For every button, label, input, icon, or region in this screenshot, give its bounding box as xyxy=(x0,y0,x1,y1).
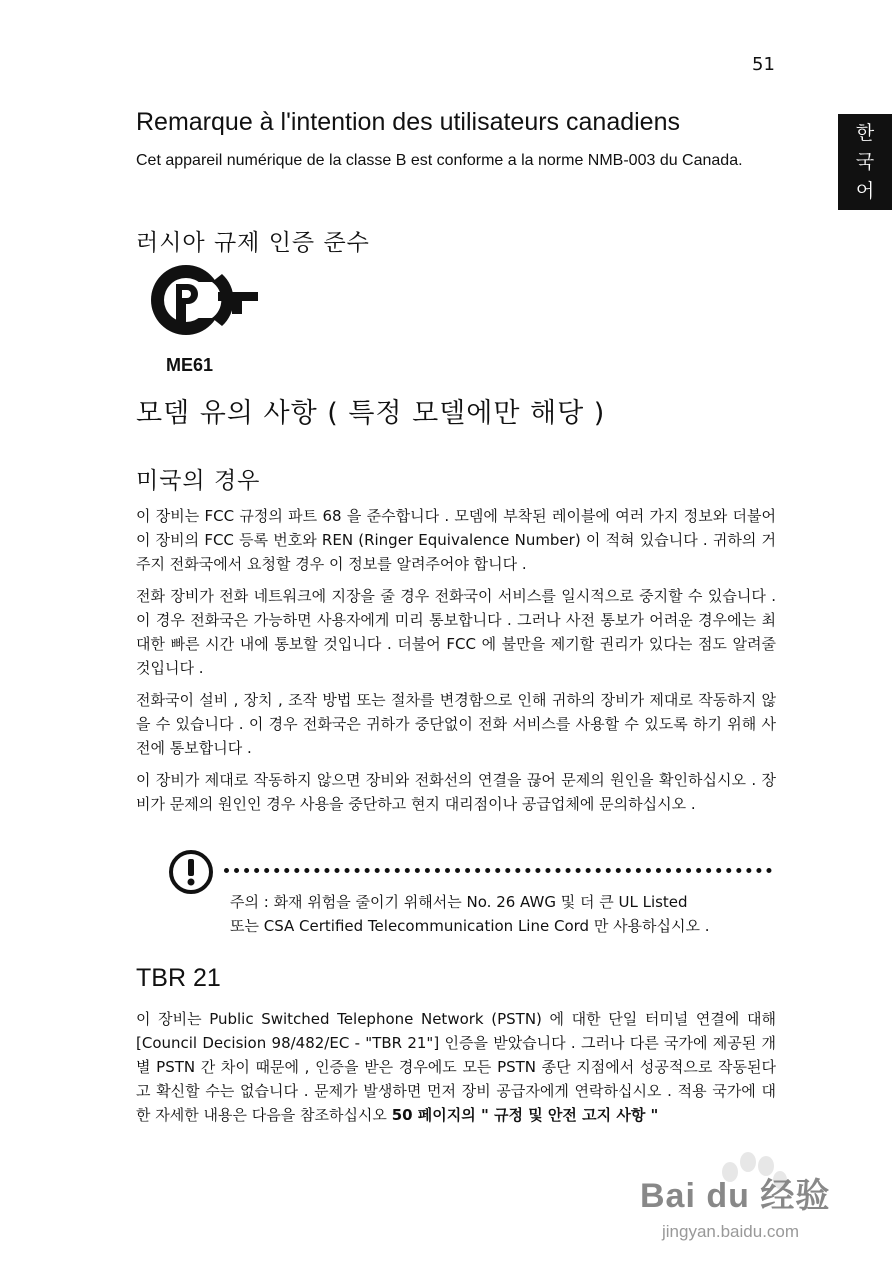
modem-heading: 모뎀 유의 사항 ( 특정 모델에만 해당 ) xyxy=(136,398,606,429)
us-heading: 미국의 경우 xyxy=(136,468,261,494)
page-number: 51 xyxy=(752,54,775,75)
logo-caption: ME61 xyxy=(166,355,214,375)
tbr-paragraph xyxy=(136,1007,776,1127)
caution-divider xyxy=(224,868,772,873)
caution-icon xyxy=(168,849,214,895)
canada-paragraph: Cet appareil numérique de la classe B est conforme a la norme NMB-003 du Canada. xyxy=(136,152,743,169)
us-paragraph: 전화 장비가 전화 네트워크에 지장을 줄 경우 전화국이 서비스를 일시적으로 중지할 수 있습니다 . 이 경우 전화국은 가능하면 사용자에게 미리 통보합니다 . 그러나 사전 통보가 어려운 경우에는 최대한 빠른 시간 내에 통보할 것입니다 . 더불어 FCC 에 불만을 제기할 권리가 있다는 점도 알려줄 것입니다 . xyxy=(136,587,776,677)
caution-line: 또는 CSA Certified Telecommunication Line Cord 만 사용하십시오 . xyxy=(230,917,710,935)
canada-heading: Remarque à l'intention des utilisateurs canadiens xyxy=(136,108,680,136)
watermark-url: jingyan.baidu.com xyxy=(662,1222,800,1241)
caution-line: 주의 : 화재 위험을 줄이기 위해서는 No. 26 AWG 및 더 큰 UL Listed xyxy=(230,893,688,911)
us-paragraph: 이 장비가 제대로 작동하지 않으면 장비와 전화선의 연결을 끊어 문제의 원인을 확인하십시오 . 장비가 문제의 원인인 경우 사용을 중단하고 현지 대리점이나 공급업체에 문의하십시오 . xyxy=(136,771,776,813)
language-tab xyxy=(838,114,892,210)
pct-certification-logo xyxy=(148,262,260,338)
language-tab-char: 한 xyxy=(855,121,875,144)
watermark-brand: Bai du 经验 xyxy=(640,1177,831,1215)
russia-heading: 러시아 규제 인증 준수 xyxy=(136,230,370,256)
tbr-reference: 50 페이지의 " 규정 및 안전 고지 사항 " xyxy=(391,1106,659,1124)
tbr-heading: TBR 21 xyxy=(136,964,221,992)
tbr-text: 이 장비는 Public Switched Telephone Network (PSTN) 에 대한 단일 터미널 연결에 대해 [Council Decision 98/482/EC - "TBR 21"] 인증을 받았습니다 . 그러나 다른 국가에 제공된 개별 PSTN 간 차이 때문에 , 인증을 받은 경우에도 모든 PSTN 종단 지점에서 성공적으로 작동된다고 확신할 수는 없습니다 . 문제가 발생하면 먼저 장비 공급자에게 연락하십시오 . 적용 국가에 대한 자세한 내용은 다음을 참조하십시오 xyxy=(136,1010,776,1124)
caution-note xyxy=(230,890,790,938)
us-paragraph: 전화국이 설비 , 장치 , 조작 방법 또는 절차를 변경함으로 인해 귀하의 장비가 제대로 작동하지 않을 수 있습니다 . 이 경우 전화국은 귀하가 중단없이 전화 서비스를 사용할 수 있도록 하기 위해 사전에 통보합니다 . xyxy=(136,691,776,757)
language-tab-char: 국 xyxy=(855,150,875,173)
language-tab-char: 어 xyxy=(855,179,875,202)
us-paragraph: 이 장비는 FCC 규정의 파트 68 을 준수합니다 . 모뎀에 부착된 레이블에 여러 가지 정보와 더불어 이 장비의 FCC 등록 번호와 REN (Ringer Equivalence Number) 이 적혀 있습니다 . 귀하의 거주지 전화국에서 요청할 경우 이 정보를 알려주어야 합니다 . xyxy=(136,507,776,573)
